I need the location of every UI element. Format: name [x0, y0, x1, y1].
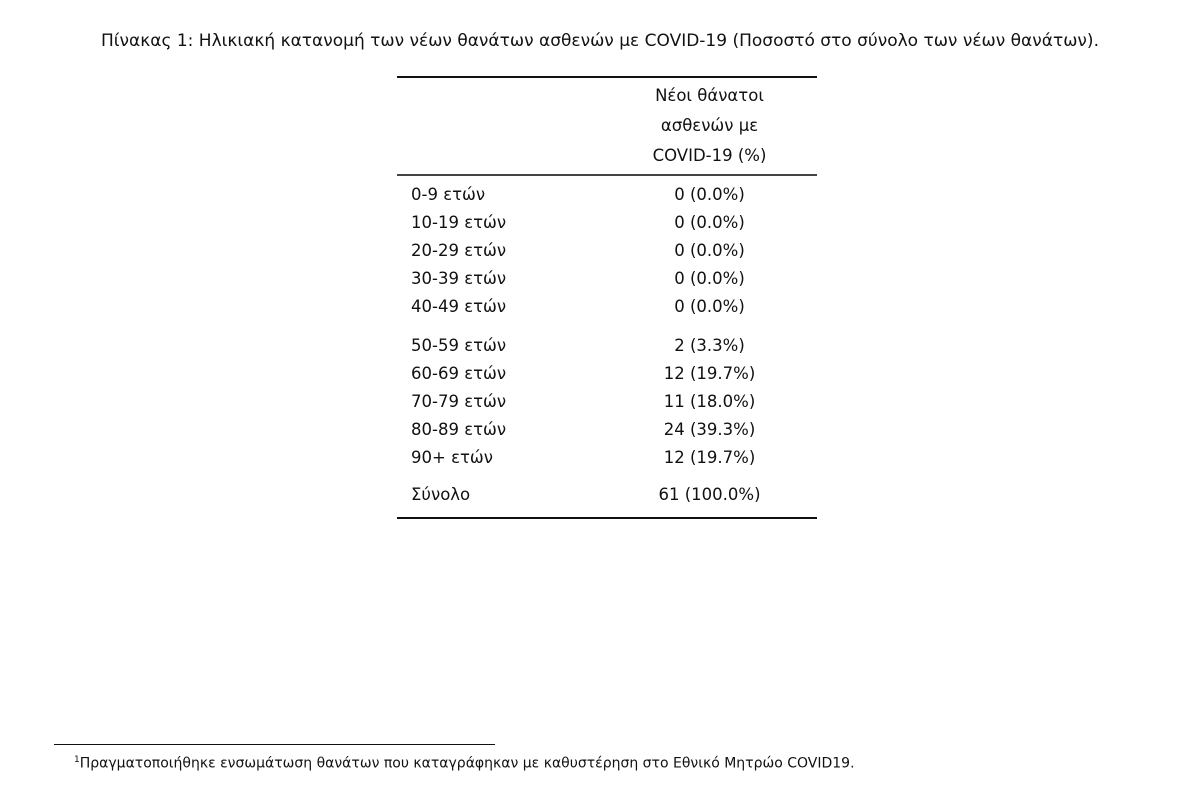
value-cell: 12 (19.7%): [663, 448, 756, 467]
table-header: [397, 78, 817, 174]
footnote-marker: 1: [74, 755, 80, 765]
age-cell: 70-79 ετών: [411, 392, 507, 411]
table-row: [397, 388, 817, 416]
age-cell: 30-39 ετών: [411, 269, 507, 288]
header-line-2: ασθενών με: [660, 116, 759, 135]
table-row: [397, 416, 817, 444]
age-distribution-table: [397, 76, 817, 519]
table-row: [397, 237, 817, 265]
table-row: [397, 444, 817, 472]
total-row: [397, 480, 817, 510]
age-cell: 90+ ετών: [411, 448, 493, 467]
age-cell: 0-9 ετών: [411, 185, 486, 204]
header-line-3: COVID-19 (%): [652, 146, 767, 165]
age-cell: 40-49 ετών: [411, 297, 507, 316]
value-cell: 0 (0.0%): [674, 213, 745, 232]
header-line-1: Νέοι θάνατοι: [655, 86, 764, 105]
value-cell: 11 (18.0%): [663, 392, 756, 411]
age-cell: 10-19 ετών: [411, 213, 507, 232]
age-cell: 50-59 ετών: [411, 336, 507, 355]
table-row: [397, 209, 817, 237]
age-cell: 80-89 ετών: [411, 420, 507, 439]
bottom-rule: [397, 517, 817, 519]
value-cell: 12 (19.7%): [663, 364, 756, 383]
table-row: [397, 265, 817, 293]
total-label: Σύνολο: [411, 485, 471, 504]
footnote-text: Πραγματοποιήθηκε ενσωμάτωση θανάτων που καταγράφηκαν με καθυστέρηση στο Εθνικό Μητρώο COVID19.: [79, 755, 855, 772]
table-row: [397, 181, 817, 209]
table-caption: Πίνακας 1: Ηλικιακή κατανομή των νέων θανάτων ασθενών με COVID-19 (Ποσοστό στο σύνολο των νέων θανάτων).: [101, 31, 1099, 51]
age-cell: 20-29 ετών: [411, 241, 507, 260]
value-cell: 0 (0.0%): [674, 297, 745, 316]
value-cell: 0 (0.0%): [674, 241, 745, 260]
value-cell: 24 (39.3%): [663, 420, 756, 439]
value-cell: 0 (0.0%): [674, 269, 745, 288]
footnote-separator: [54, 744, 495, 745]
value-cell: 2 (3.3%): [674, 336, 745, 355]
age-cell: 60-69 ετών: [411, 364, 507, 383]
table-row: [397, 360, 817, 388]
table-row: [397, 293, 817, 321]
total-value: 61 (100.0%): [658, 485, 761, 504]
table-row: [397, 332, 817, 360]
header-deaths-column: [602, 81, 817, 171]
footnote: [74, 751, 855, 773]
value-cell: 0 (0.0%): [674, 185, 745, 204]
